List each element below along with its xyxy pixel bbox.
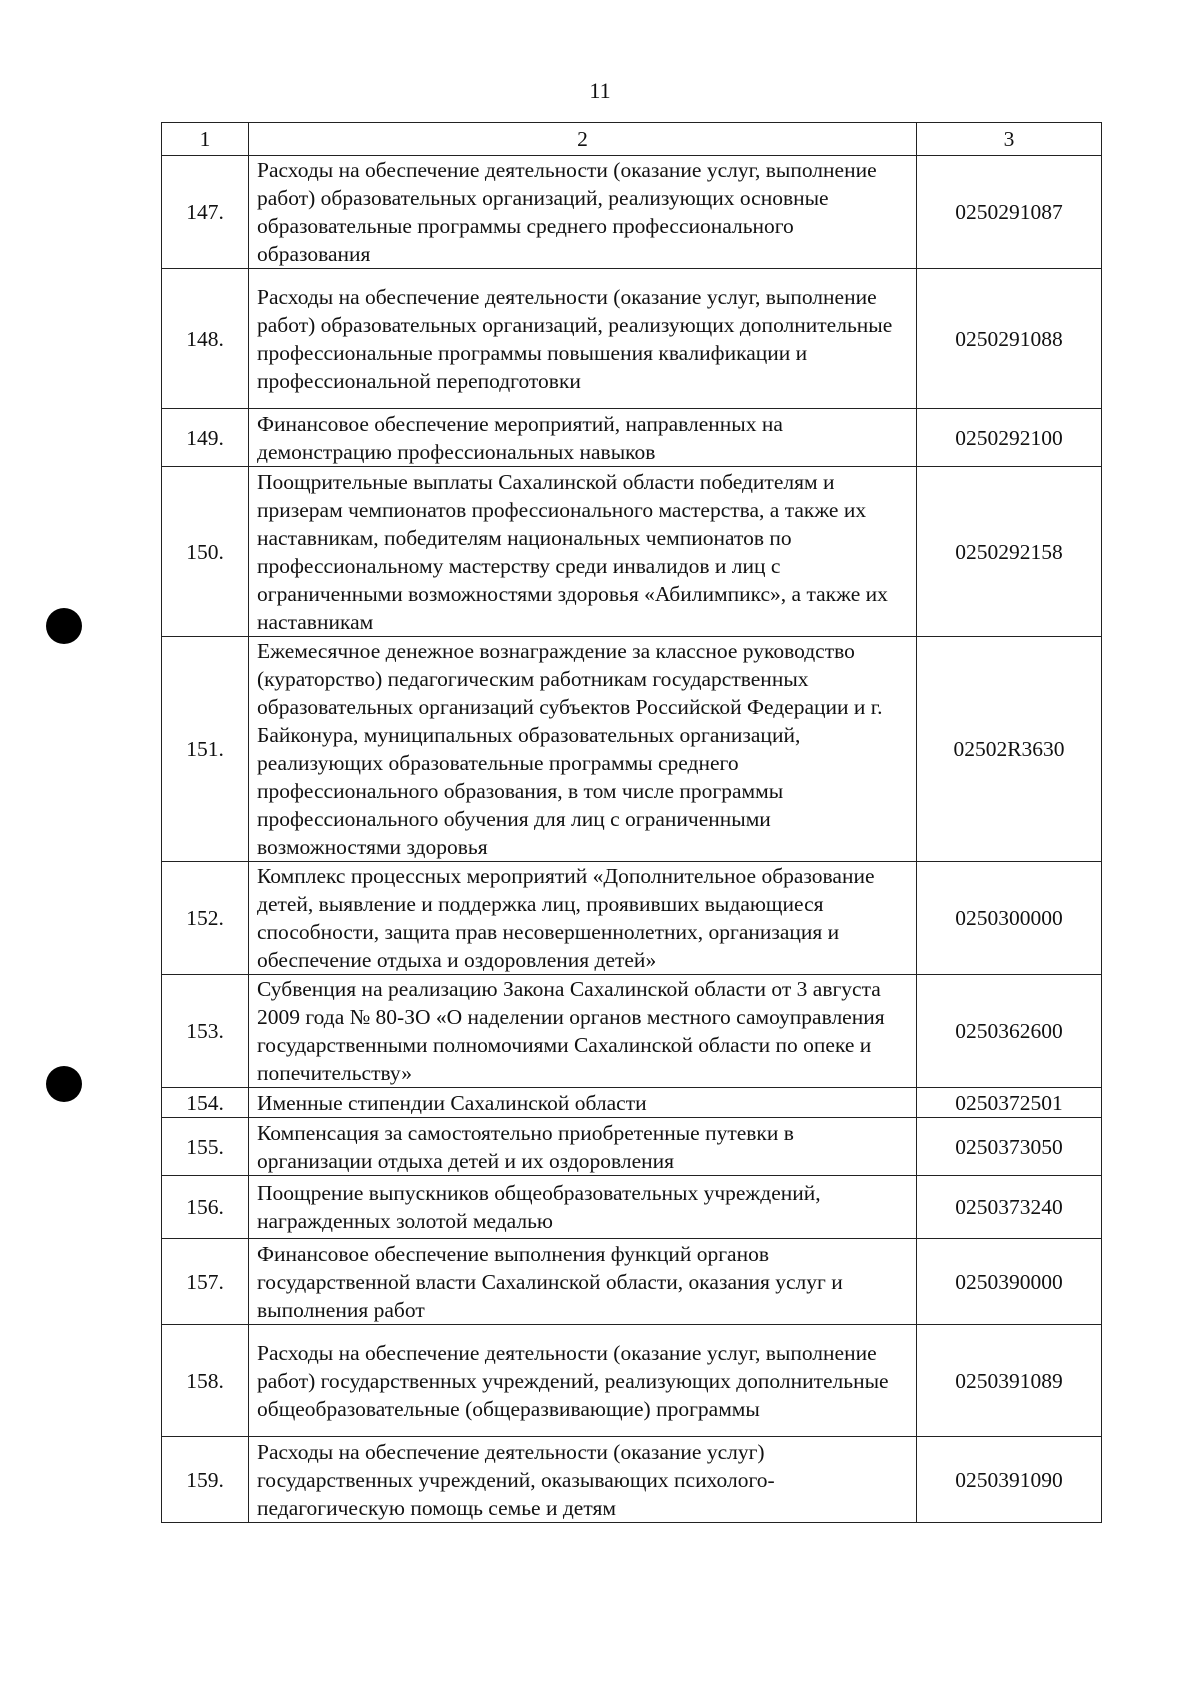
- table-row: [162, 637, 1102, 862]
- row-number: 148.: [162, 269, 249, 409]
- row-description: Комплекс процессных мероприятий «Дополнительное образование детей, выявление и поддержка лиц, проявивших выдающиеся способности, защита прав несовершеннолетних, организация и обеспечение отдыха и оздоровления детей»: [249, 862, 917, 975]
- row-code: 0250362600: [917, 975, 1102, 1088]
- row-number: 158.: [162, 1325, 249, 1437]
- row-code: 0250391089: [917, 1325, 1102, 1437]
- table-row: [162, 1118, 1102, 1176]
- binding-hole-bottom: [46, 1066, 82, 1102]
- row-code: 0250372501: [917, 1088, 1102, 1118]
- page-number: 11: [589, 78, 611, 103]
- row-number: 151.: [162, 637, 249, 862]
- row-description: Ежемесячное денежное вознаграждение за классное руководство (кураторство) педагогическим работникам государственных образовательных организаций субъектов Российской Федерации и г. Байконура, муниципальных образовательных организаций, реализующих образовательные программы среднего профессионального образования, в том числе программы профессионального обучения для лиц с ограниченными возможностями здоровья: [249, 637, 917, 862]
- table-row: [162, 975, 1102, 1088]
- row-number: 154.: [162, 1088, 249, 1118]
- table-row: [162, 1437, 1102, 1523]
- row-description: Финансовое обеспечение выполнения функций органов государственной власти Сахалинской области, оказания услуг и выполнения работ: [249, 1239, 917, 1325]
- row-code: 02502R3630: [917, 637, 1102, 862]
- row-code: 0250390000: [917, 1239, 1102, 1325]
- row-description: Именные стипендии Сахалинской области: [249, 1088, 917, 1118]
- row-description: Расходы на обеспечение деятельности (оказание услуг, выполнение работ) государственных учреждений, реализующих дополнительные общеобразовательные (общеразвивающие) программы: [249, 1325, 917, 1437]
- header-col-2: 2: [249, 123, 917, 156]
- table-row: [162, 467, 1102, 637]
- row-number: 159.: [162, 1437, 249, 1523]
- table-row: [162, 1176, 1102, 1239]
- row-code: 0250292158: [917, 467, 1102, 637]
- table-row: [162, 269, 1102, 409]
- codes-table: [161, 122, 1102, 1523]
- table-row: [162, 1239, 1102, 1325]
- row-code: 0250300000: [917, 862, 1102, 975]
- row-code: 0250373050: [917, 1118, 1102, 1176]
- row-number: 155.: [162, 1118, 249, 1176]
- row-number: 147.: [162, 156, 249, 269]
- row-number: 149.: [162, 409, 249, 467]
- table-row: [162, 1325, 1102, 1437]
- row-code: 0250373240: [917, 1176, 1102, 1239]
- row-number: 150.: [162, 467, 249, 637]
- row-code: 0250291087: [917, 156, 1102, 269]
- table-row: [162, 156, 1102, 269]
- row-description: Субвенция на реализацию Закона Сахалинской области от 3 августа 2009 года № 80-ЗО «О наделении органов местного самоуправления государственными полномочиями Сахалинской области по опеке и попечительству»: [249, 975, 917, 1088]
- row-number: 157.: [162, 1239, 249, 1325]
- row-description: Расходы на обеспечение деятельности (оказание услуг) государственных учреждений, оказывающих психолого-педагогическую помощь семье и детям: [249, 1437, 917, 1523]
- table-row: [162, 862, 1102, 975]
- row-description: Компенсация за самостоятельно приобретенные путевки в организации отдыха детей и их оздоровления: [249, 1118, 917, 1176]
- row-number: 152.: [162, 862, 249, 975]
- table-row: [162, 1088, 1102, 1118]
- row-description: Поощрение выпускников общеобразовательных учреждений, награжденных золотой медалью: [249, 1176, 917, 1239]
- table-row: [162, 409, 1102, 467]
- row-description: Финансовое обеспечение мероприятий, направленных на демонстрацию профессиональных навыков: [249, 409, 917, 467]
- row-description: Расходы на обеспечение деятельности (оказание услуг, выполнение работ) образовательных организаций, реализующих дополнительные профессиональные программы повышения квалификации и профессиональной переподготовки: [249, 269, 917, 409]
- row-number: 153.: [162, 975, 249, 1088]
- row-description: Расходы на обеспечение деятельности (оказание услуг, выполнение работ) образовательных организаций, реализующих основные образовательные программы среднего профессионального образования: [249, 156, 917, 269]
- row-number: 156.: [162, 1176, 249, 1239]
- row-code: 0250391090: [917, 1437, 1102, 1523]
- header-col-1: 1: [162, 123, 249, 156]
- row-code: 0250292100: [917, 409, 1102, 467]
- binding-hole-top: [46, 608, 82, 644]
- table-header-row: [162, 123, 1102, 156]
- row-description: Поощрительные выплаты Сахалинской области победителям и призерам чемпионатов профессионального мастерства, а также их наставникам, победителям национальных чемпионатов по профессиональному мастерству среди инвалидов и лиц с ограниченными возможностями здоровья «Абилимпикс», а также их наставникам: [249, 467, 917, 637]
- header-col-3: 3: [917, 123, 1102, 156]
- row-code: 0250291088: [917, 269, 1102, 409]
